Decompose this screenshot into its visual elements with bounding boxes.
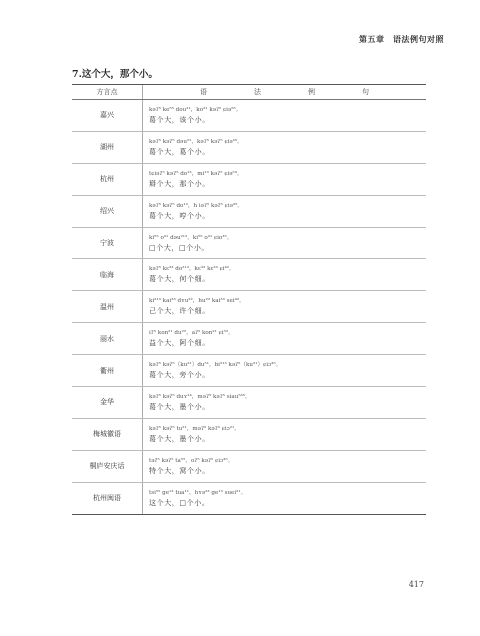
example-cell [142, 228, 426, 259]
phonetic-transcription: iʔ⁵ kon²¹ du²²，aʔ⁵ kon²¹ ɕi⁵²。 [149, 330, 234, 337]
example-cell [142, 196, 426, 227]
example-cell [142, 259, 426, 290]
dialect-name: 宁波 [100, 239, 114, 247]
character-gloss: 葛个大，该个小。 [149, 115, 210, 124]
character-gloss: 葛个大，墨个小。 [149, 402, 210, 411]
example-cell [142, 483, 426, 514]
phonetic-transcription: tsi⁵⁵ ge¹³ tua¹¹，hʏə³³ ge¹³ suei²¹。 [149, 489, 247, 496]
dialect-name: 金华 [100, 398, 114, 407]
dialect-name: 丽水 [100, 334, 114, 343]
character-gloss: 特个大，窝个小。 [149, 466, 210, 475]
table-body [72, 100, 426, 514]
table-row [72, 323, 426, 355]
phonetic-transcription: kəʔ⁵ kε³³ do²¹³，kε³³ kε³³ ɕi⁴²。 [149, 266, 235, 273]
character-gloss: 葛个大，哼个小。 [149, 211, 210, 220]
table-row [72, 164, 426, 196]
example-cell [142, 451, 426, 482]
example-cell [142, 291, 426, 322]
example-cell [142, 132, 426, 163]
dialect-name: 临海 [100, 270, 114, 279]
column-header-dialect: 方言点 [96, 88, 118, 96]
table-row [72, 228, 426, 260]
example-cell [142, 323, 426, 354]
dialect-name: 温州 [100, 302, 114, 311]
table-row [72, 355, 426, 387]
phonetic-transcription: kəʔ⁵ kəʔ⁵ dəu²¹，kəʔ⁵ kəʔ⁵ ɕiə³⁵。 [149, 138, 243, 145]
table-row [72, 259, 426, 291]
table-row [72, 387, 426, 419]
character-gloss: □个大，□个小。 [149, 243, 210, 252]
dialect-name: 杭州闽语 [93, 494, 121, 503]
phonetic-transcription: kəʔ⁵ kəʔ⁵（ku²¹）du⁵¹，bi²¹³ kəʔ⁵（ku²¹）ɕiɔ³⁵。 [149, 362, 282, 369]
table-row [72, 483, 426, 514]
character-gloss: 益个大，阿个细。 [149, 339, 210, 348]
grammar-example-table [72, 84, 426, 515]
phonetic-transcription: kəʔ⁵ kəʔ⁵ tu²¹，məʔ⁵ kəʔ⁵ ɕiɔ²¹。 [149, 425, 240, 432]
phonetic-transcription: kəʔ⁵ kəʔ⁵ do¹³，h iəʔ⁵ kəʔ⁵ ɕiə³⁵。 [149, 202, 243, 209]
dialect-name: 湖州 [100, 143, 114, 152]
character-gloss: 葛个大，何个细。 [149, 275, 210, 284]
table-row [72, 196, 426, 228]
phonetic-transcription: ki²¹³ kai³³ dʏu²²，hu²² kai³³ sei⁴²。 [149, 298, 245, 305]
table-row [72, 100, 426, 132]
table-row [72, 419, 426, 451]
character-gloss: 葛个大，旁个小。 [149, 371, 210, 380]
character-gloss: 搿个大，那个小。 [149, 179, 210, 188]
phonetic-transcription: ki⁵⁵ o³¹ dəu²¹³，ki⁵⁵ o³¹ ɕio³⁵。 [149, 234, 233, 241]
dialect-name: 梅城徽语 [93, 430, 121, 439]
table-row [72, 132, 426, 164]
example-cell [142, 419, 426, 450]
example-cell [142, 164, 426, 195]
running-header: 第五章 语法例句对照 [359, 35, 444, 44]
phonetic-transcription: təʔ⁵ kəʔ⁵ ta⁵⁵，oʔ⁵ kəʔ⁵ ɕiɔ³⁵。 [149, 457, 234, 464]
column-header-example: 语 法 例 句 [142, 85, 426, 99]
dialect-name: 嘉兴 [100, 111, 114, 120]
phonetic-transcription: kəʔ⁵ ke⁵⁵ dou²¹，ko²¹ kəʔ⁵ ɕiə⁵⁵。 [149, 106, 242, 113]
example-cell [142, 355, 426, 386]
dialect-name: 杭州 [100, 175, 114, 184]
table-row [72, 291, 426, 323]
character-gloss: 葛个大，葛个小。 [149, 147, 210, 156]
dialect-name: 衢州 [100, 366, 114, 375]
example-cell [142, 100, 426, 131]
phonetic-transcription: kəʔ⁵ kəʔ⁵ duʏ¹⁴，məʔ⁵ kəʔ⁵ siau⁵³⁵。 [149, 393, 251, 400]
page-number: 417 [408, 580, 424, 589]
phonetic-transcription: tɕiəʔ⁵ kəʔ⁵ do¹³，mi¹³ kəʔ⁵ ɕiə⁵³。 [149, 170, 243, 177]
table-row [72, 451, 426, 483]
character-gloss: 这个大，□个小。 [149, 498, 210, 507]
character-gloss: 葛个大，墨个小。 [149, 434, 210, 443]
character-gloss: 己个大，许个细。 [149, 307, 210, 316]
section-title: 7.这个大，那个小。 [72, 69, 158, 80]
table-header [72, 85, 426, 100]
example-cell [142, 387, 426, 418]
dialect-name: 绍兴 [100, 207, 114, 216]
dialect-name: 桐庐安庆话 [89, 462, 125, 471]
